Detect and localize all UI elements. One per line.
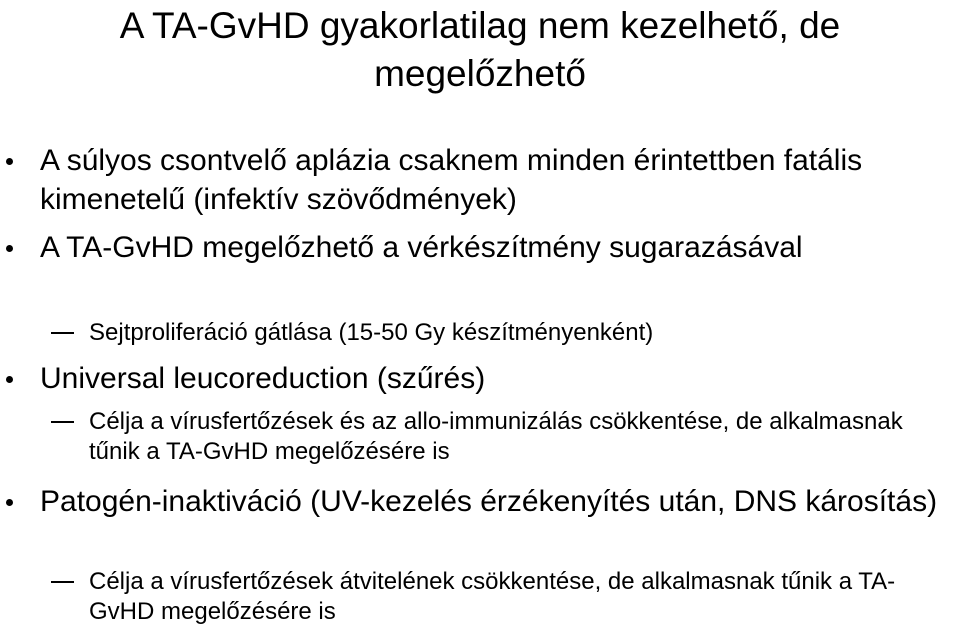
bullet-dot-icon: [6, 499, 13, 506]
slide-title-line-2: megelőzhető: [374, 53, 586, 94]
dash-icon: [51, 332, 74, 334]
bullet-text: Universal leucoreduction (szűrés): [40, 362, 486, 395]
sub-bullet-text: Célja a vírusfertőzések és az allo-immunizálás csökkentése, de alkalmasnak tűnik a TA-GvHD megelőzésére is: [89, 408, 903, 465]
bullet-item-4: [40, 482, 955, 521]
sub-bullet-item-3: [89, 567, 957, 627]
sub-bullet-text: Célja a vírusfertőzések átvitelének csökkentése, de alkalmasnak tűnik a TA-GvHD megelőzésére is: [89, 568, 896, 625]
dash-icon: [51, 581, 74, 583]
slide-title-line-1: A TA-GvHD gyakorlatilag nem kezelhető, de: [119, 5, 841, 46]
bullet-item-1: [40, 141, 955, 219]
bullet-text: A súlyos csontvelő aplázia csaknem minden érintettben fatális kimenetelű (infektív szövődmények): [40, 144, 863, 216]
sub-bullet-item-1: [89, 318, 957, 348]
bullet-text: A TA-GvHD megelőzhető a vérkészítmény sugarazásával: [40, 231, 803, 264]
bullet-dot-icon: [6, 158, 13, 165]
bullet-text: Patogén-inaktiváció (UV-kezelés érzékenyítés után, DNS károsítás): [40, 485, 938, 518]
bullet-item-3: [40, 359, 955, 398]
dash-icon: [51, 421, 74, 423]
sub-bullet-item-2: [89, 407, 957, 467]
bullet-item-2: [40, 228, 955, 267]
bullet-dot-icon: [6, 245, 13, 252]
bullet-dot-icon: [6, 376, 13, 383]
sub-bullet-text: Sejtproliferáció gátlása (15-50 Gy készítményenként): [89, 319, 654, 346]
